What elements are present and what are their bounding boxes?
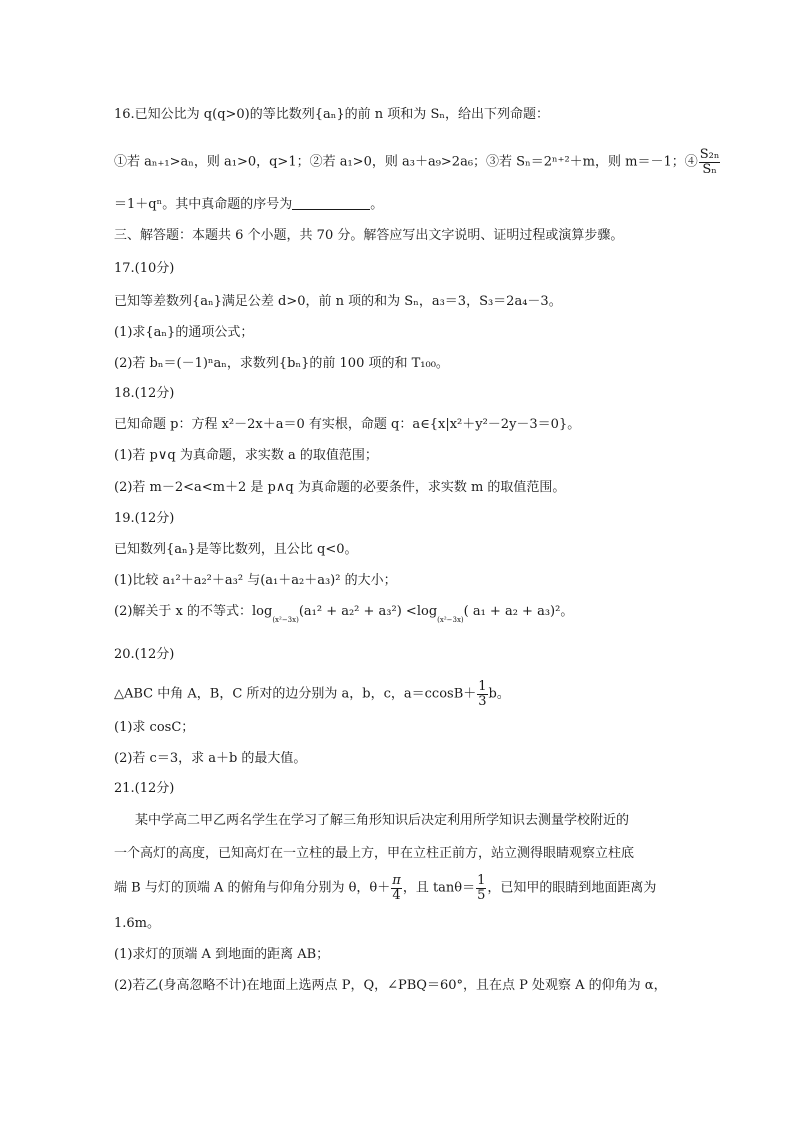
log-2-arg: ( a₁ + a₂ + a₃)²: [463, 604, 561, 619]
q20-stem-text: △ABC 中角 A，B，C 所对的边分别为 a，b，c，a＝ccosB＋: [114, 686, 477, 702]
q16-line2-text: ①若 aₙ₊₁>aₙ，则 a₁>0，q>1；②若 a₁>0，则 a₃＋a₉>2a₆；③若 Sₙ＝2ⁿ⁺²＋m，则 m＝－1；④: [114, 154, 698, 170]
q16-line1: 16.已知公比为 q(q>0)的等比数列{aₙ}的前 n 项和为 Sₙ，给出下列命题：: [114, 107, 549, 122]
q19-part2-end: 。: [560, 604, 574, 619]
q21-line3-end: ，已知甲的眼睛到地面距离为: [487, 880, 657, 896]
q19-part2: [114, 605, 573, 624]
q21-fraction-tan-num: 1: [477, 873, 486, 888]
q20-fraction-num: 1: [478, 679, 487, 694]
q20-fraction-den: 3: [478, 693, 487, 709]
log-1: log: [252, 604, 273, 619]
q17-stem: 已知等差数列{aₙ}满足公差 d>0，前 n 项的和为 Sₙ，a₃＝3，S₃＝2a₄－3。: [114, 294, 562, 309]
log-base-1: (x²−3x): [272, 616, 299, 624]
q20-part2: (2)若 c＝3，求 a＋b 的最大值。: [114, 751, 307, 766]
q20-stem-end: b。: [488, 686, 510, 702]
q20-stem: [114, 680, 510, 708]
q16-line3-text: ＝1＋qⁿ。其中真命题的序号为: [114, 197, 293, 212]
q17-head: 17.(10分): [114, 261, 175, 276]
section-3-heading: 三、解答题：本题共 6 个小题，共 70 分。解答应写出文字说明、证明过程或演算步骤。: [114, 228, 624, 243]
q18-part1: (1)若 p∨q 为真命题，求实数 a 的取值范围；: [114, 448, 378, 463]
q21-line2: 一个高灯的高度，已知高灯在一立柱的最上方，甲在立柱正前方，站立测得眼睛观察立柱底: [114, 846, 635, 861]
q18-part2: (2)若 m－2<a<m＋2 是 p∧q 为真命题的必要条件，求实数 m 的取值范围。: [114, 480, 566, 495]
log-base-2: (x²−3x): [437, 616, 464, 624]
q21-head: 21.(12分): [114, 781, 175, 796]
q16-fraction-den: Sₙ: [702, 161, 717, 177]
q21-line4: 1.6m。: [114, 916, 161, 931]
q19-part1: (1)比较 a₁²＋a₂²＋a₃² 与(a₁＋a₂＋a₃)² 的大小；: [114, 573, 397, 588]
q21-fraction-tan-den: 5: [477, 887, 486, 903]
q20-head: 20.(12分): [114, 647, 175, 662]
q16-fraction: [699, 148, 721, 176]
q16-line3-end: 。: [370, 197, 384, 212]
q16-fraction-num: S₂ₙ: [699, 147, 720, 162]
q21-fraction-pi-num: π: [392, 873, 401, 888]
q21-line3: [114, 874, 656, 902]
q21-fraction-pi: [391, 874, 402, 902]
q16-line2: [114, 148, 721, 176]
q17-part1: (1)求{aₙ}的通项公式；: [114, 325, 254, 340]
q19-part2-text: (2)解关于 x 的不等式：: [114, 604, 253, 619]
q21-fraction-tan: [476, 874, 486, 902]
answer-blank: [292, 198, 370, 210]
log-1-arg: (a₁² + a₂² + a₃²) <: [298, 604, 417, 619]
q21-fraction-pi-den: 4: [392, 887, 401, 903]
q21-part1: (1)求灯的顶端 A 到地面的距离 AB；: [114, 947, 330, 962]
q18-stem: 已知命题 p：方程 x²－2x＋a＝0 有实根，命题 q：a∈{x|x²＋y²－2y－3＝0}。: [114, 417, 581, 432]
q19-head: 19.(12分): [114, 511, 175, 526]
q16-line3: [114, 198, 383, 211]
q17-part2: (2)若 bₙ＝(－1)ⁿaₙ，求数列{bₙ}的前 100 项的和 T₁₀₀。: [114, 356, 449, 371]
q21-line3-mid: ，且 tanθ＝: [402, 880, 476, 896]
q18-head: 18.(12分): [114, 386, 175, 401]
q20-part1: (1)求 cosC；: [114, 720, 195, 735]
q19-stem: 已知数列{aₙ}是等比数列，且公比 q<0。: [114, 542, 358, 557]
q21-part2: (2)若乙(身高忽略不计)在地面上选两点 P，Q，∠PBQ＝60°，且在点 P 处观察 A 的仰角为 α，: [114, 978, 667, 993]
log-2: log: [416, 604, 438, 619]
q21-line1: 某中学高二甲乙两名学生在学习了解三角形知识后决定利用所学知识去测量学校附近的: [135, 813, 630, 828]
q21-line3-text: 端 B 与灯的顶端 A 的俯角与仰角分别为 θ，θ＋: [114, 880, 391, 896]
q20-fraction: [477, 680, 487, 708]
